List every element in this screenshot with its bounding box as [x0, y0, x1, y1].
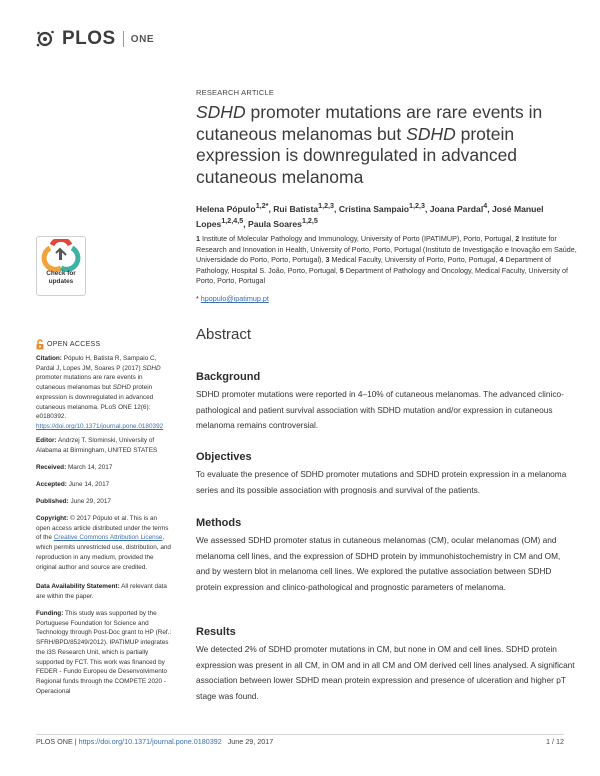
copyright-block: Copyright: © 2017 Pópulo et al. This is an open access article distributed under the terms of the Creative Commons Attribution License, which permits unrestricted use, distribution, and reproduction in any medium, provided the original author and source are credited.: [36, 515, 171, 571]
citation-block: Citation: Pópulo H, Batista R, Sampaio C, Pardal J, Lopes JM, Soares P (2017) SDHD promoter mutations are rare events in cutaneous melanomas but SDHD protein expression is downregulated in advanced cutaneous melanoma. PLoS ONE 12(6): e0180392. https://doi.org/10.1371/journal.pone.0180392: [36, 355, 164, 430]
author-name[interactable]: Paula Soares: [247, 219, 302, 230]
objectives-text: To evaluate the presence of SDHD promoter mutations and SDHD protein expression in a melanoma series and its possible association with prognosis and survival of the patients.: [196, 469, 567, 495]
funding-block: Funding: This study was supported by the Portuguese Foundation for Science and Technology through Post-Doc grant to HP (Ref.: SFRH/BPD/85249/2012). IPATIMUP integrates the i3S Research Unit, which is partially supported by FCT. This work was financed by FEDER - Fundo Europeu de Desenvolvimento Regional funds through the COMPETE 2020 - Operacional: [36, 610, 172, 695]
received-date: Received: March 14, 2017: [36, 464, 113, 471]
published-date: Published: June 29, 2017: [36, 498, 111, 505]
plos-logo-icon: [36, 29, 60, 49]
page-number: 1 / 12: [546, 737, 564, 746]
methods-heading: Methods: [196, 517, 242, 529]
license-link[interactable]: Creative Commons Attribution License: [53, 534, 163, 542]
journal-name: ONE: [130, 33, 155, 45]
affiliations: 1 Institute of Molecular Pathology and Immunology, University of Porto (IPATIMUP), Porto, Portugal, 2 Institute for Research and Innovation in Health, University of Porto, Porto, Portugal (Instituto de Investigação e Inovação em Saúde, Universidade do Porto, Porto, Portugal), 3 Medical Faculty, University of Porto, Porto, Portugal, 4 Department of Pathology, Hospital S. João, Porto, Portugal, 5 Department of Pathology and Oncology, Medical Faculty, University of Porto, Porto, Portugal: [196, 234, 577, 286]
results-heading: Results: [196, 626, 236, 638]
author-name[interactable]: Cristina Sampaio: [338, 203, 410, 214]
footer: PLOS ONE | https://doi.org/10.1371/journal.pone.0180392 June 29, 2017: [36, 737, 274, 746]
background-heading: Background: [196, 371, 261, 383]
citation-doi-link[interactable]: https://doi.org/10.1371/journal.pone.0180392: [36, 422, 164, 430]
abstract-heading: Abstract: [196, 326, 252, 343]
plos-brand: PLOS: [62, 28, 116, 49]
background-text: SDHD promoter mutations were reported in 4–10% of cutaneous melanomas. The advanced clinico-pathological and patient survival association with SDHD mutation and/or expression in cutaneous melanoma remains controversial.: [196, 389, 564, 430]
author-name[interactable]: Rui Batista: [273, 203, 319, 214]
data-availability-block: Data Availability Statement: All relevant data are within the paper.: [36, 583, 167, 600]
objectives-heading: Objectives: [196, 451, 252, 463]
author-name[interactable]: José Manuel Lopes: [196, 203, 544, 230]
check-for-updates-badge[interactable]: Check for updates: [36, 236, 86, 296]
logo-divider: [123, 31, 124, 47]
article-type: RESEARCH ARTICLE: [196, 88, 275, 97]
corresponding-email: * hpopulo@ipatimup.pt: [196, 294, 269, 303]
footer-divider: [36, 734, 564, 735]
accepted-date: Accepted: June 14, 2017: [36, 481, 110, 488]
article-title: SDHD promoter mutations are rare events in cutaneous melanomas but SDHD protein expression is downregulated in advanced cutaneous melanoma: [196, 102, 543, 187]
email-link[interactable]: hpopulo@ipatimup.pt: [200, 294, 269, 303]
plos-one-logo[interactable]: [36, 28, 154, 50]
crossmark-icon: [37, 239, 85, 273]
author-list: Helena Pópulo$^{1,2*}$, Rui Batista$^{1,2,3}$, Cristina Sampaio$^{1,2,3}$, Joana Pardal$^4$, José Manuel Lopes$^{1,2,4,5}$, Paula Soares$^{1,2,5}$: [196, 202, 544, 230]
footer-date: June 29, 2017: [227, 737, 274, 746]
author-name[interactable]: Helena Pópulo: [196, 203, 256, 214]
open-access-label: OPEN ACCESS: [36, 339, 100, 350]
author-name[interactable]: Joana Pardal: [429, 203, 484, 214]
methods-text: We assessed SDHD promoter status in cutaneous melanomas (CM), ocular melanomas (OM) and melanoma cell lines, and the expression of SDHD protein by immunohistochemistry in CM and OM, and by western blot in melanoma cell lines. We explored the putative association between SDHD protein expression and clinico-pathological and prognostic parameters of melanoma.: [196, 535, 561, 592]
open-lock-icon: [36, 339, 44, 350]
results-text: We detected 2% of SDHD promoter mutations in CM, but none in OM and cell lines. SDHD protein expression was present in all CM, in OM and in all CM and OM derived cell lines analysed. A significant association between lower SDHD mean protein expression and presence of ulceration and higher pT stage was found.: [196, 644, 575, 701]
editor-block: Editor: Andrzej T. Slominski, University of Alabama at Birmingham, UNITED STATES: [36, 437, 158, 454]
footer-journal: PLOS ONE: [36, 737, 73, 746]
footer-doi-link[interactable]: https://doi.org/10.1371/journal.pone.0180392: [78, 737, 222, 746]
